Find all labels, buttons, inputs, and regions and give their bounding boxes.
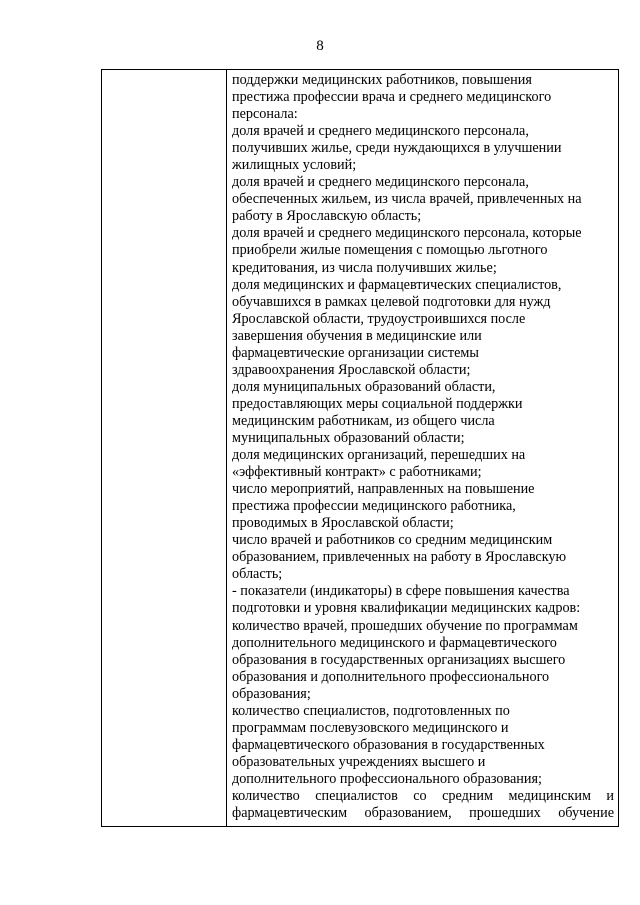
text-line: доля врачей и среднего медицинского персонала, [232, 174, 529, 191]
left-cell-text [102, 70, 226, 76]
text-line: приобрели жилые помещения с помощью льготного [232, 242, 548, 259]
text-line: престижа профессии врача и среднего медицинского [232, 89, 552, 106]
text-line: - показатели (индикаторы) в сфере повышения качества [232, 583, 570, 600]
text-line: здравоохранения Ярославской области; [232, 361, 471, 378]
text-line: образования в государственных организациях высшего [232, 651, 566, 668]
text-line: поддержки медицинских работников, повышения [232, 72, 532, 88]
text-line: кредитования, из числа получивших жилье; [232, 259, 497, 276]
text-line: дополнительного профессионального образования; [232, 770, 542, 787]
table-cell-left [102, 70, 227, 827]
text-line: число мероприятий, направленных на повышение [232, 481, 535, 498]
text-line: Ярославской области, трудоустроившихся после [232, 310, 526, 327]
text-line: доля врачей и среднего медицинского персонала, которые [232, 225, 582, 242]
text-line: число врачей и работников со средним медицинским [232, 532, 553, 549]
text-line: получивших жилье, среди нуждающихся в улучшении [232, 140, 562, 157]
text-line: количество специалистов со средним медицинским и [232, 787, 614, 804]
text-line: престижа профессии медицинского работника, [232, 498, 516, 515]
text-line: персонала: [232, 106, 298, 123]
text-line: количество врачей, прошедших обучение по программам [232, 617, 578, 634]
text-line: образованием, привлеченных на работу в Ярославскую [232, 549, 567, 566]
text-line: образовательных учреждениях высшего и [232, 753, 486, 770]
text-line: обучавшихся в рамках целевой подготовки для нужд [232, 293, 551, 310]
text-line: доля муниципальных образований области, [232, 378, 496, 395]
text-line: доля врачей и среднего медицинского персонала, [232, 123, 529, 140]
indicators-table [101, 69, 619, 827]
text-line: подготовки и уровня квалификации медицинских кадров: [232, 600, 581, 617]
text-line: обеспеченных жильем, из числа врачей, привлеченных на [232, 191, 582, 208]
text-line: образования и дополнительного профессионального [232, 668, 550, 685]
text-line: завершения обучения в медицинские или [232, 327, 482, 344]
text-line: проводимых в Ярославской области; [232, 515, 454, 532]
text-line: доля медицинских организаций, перешедших на [232, 447, 526, 464]
text-line: доля медицинских и фармацевтических специалистов, [232, 276, 562, 293]
text-line: «эффективный контракт» с работниками; [232, 464, 482, 481]
text-line: муниципальных образований области; [232, 429, 465, 446]
table-cell-right [227, 70, 619, 827]
text-line: дополнительного медицинского и фармацевтического [232, 634, 557, 651]
text-line: медицинским работникам, из общего числа [232, 412, 495, 429]
text-line: фармацевтическим образованием, прошедших обучение [232, 805, 614, 822]
text-line: предоставляющих меры социальной поддержки [232, 395, 523, 412]
text-line: область; [232, 566, 283, 583]
text-line: фармацевтического образования в государственных [232, 736, 545, 753]
text-line: жилищных условий; [232, 157, 357, 174]
text-line: фармацевтические организации системы [232, 344, 479, 361]
indicators-text [227, 70, 618, 826]
text-line: программам послевузовского медицинского и [232, 719, 509, 736]
page-number: 8 [316, 38, 324, 54]
table-row [102, 70, 619, 827]
text-line: количество специалистов, подготовленных по [232, 702, 510, 719]
text-line: работу в Ярославскую область; [232, 208, 422, 225]
text-line: образования; [232, 685, 311, 702]
